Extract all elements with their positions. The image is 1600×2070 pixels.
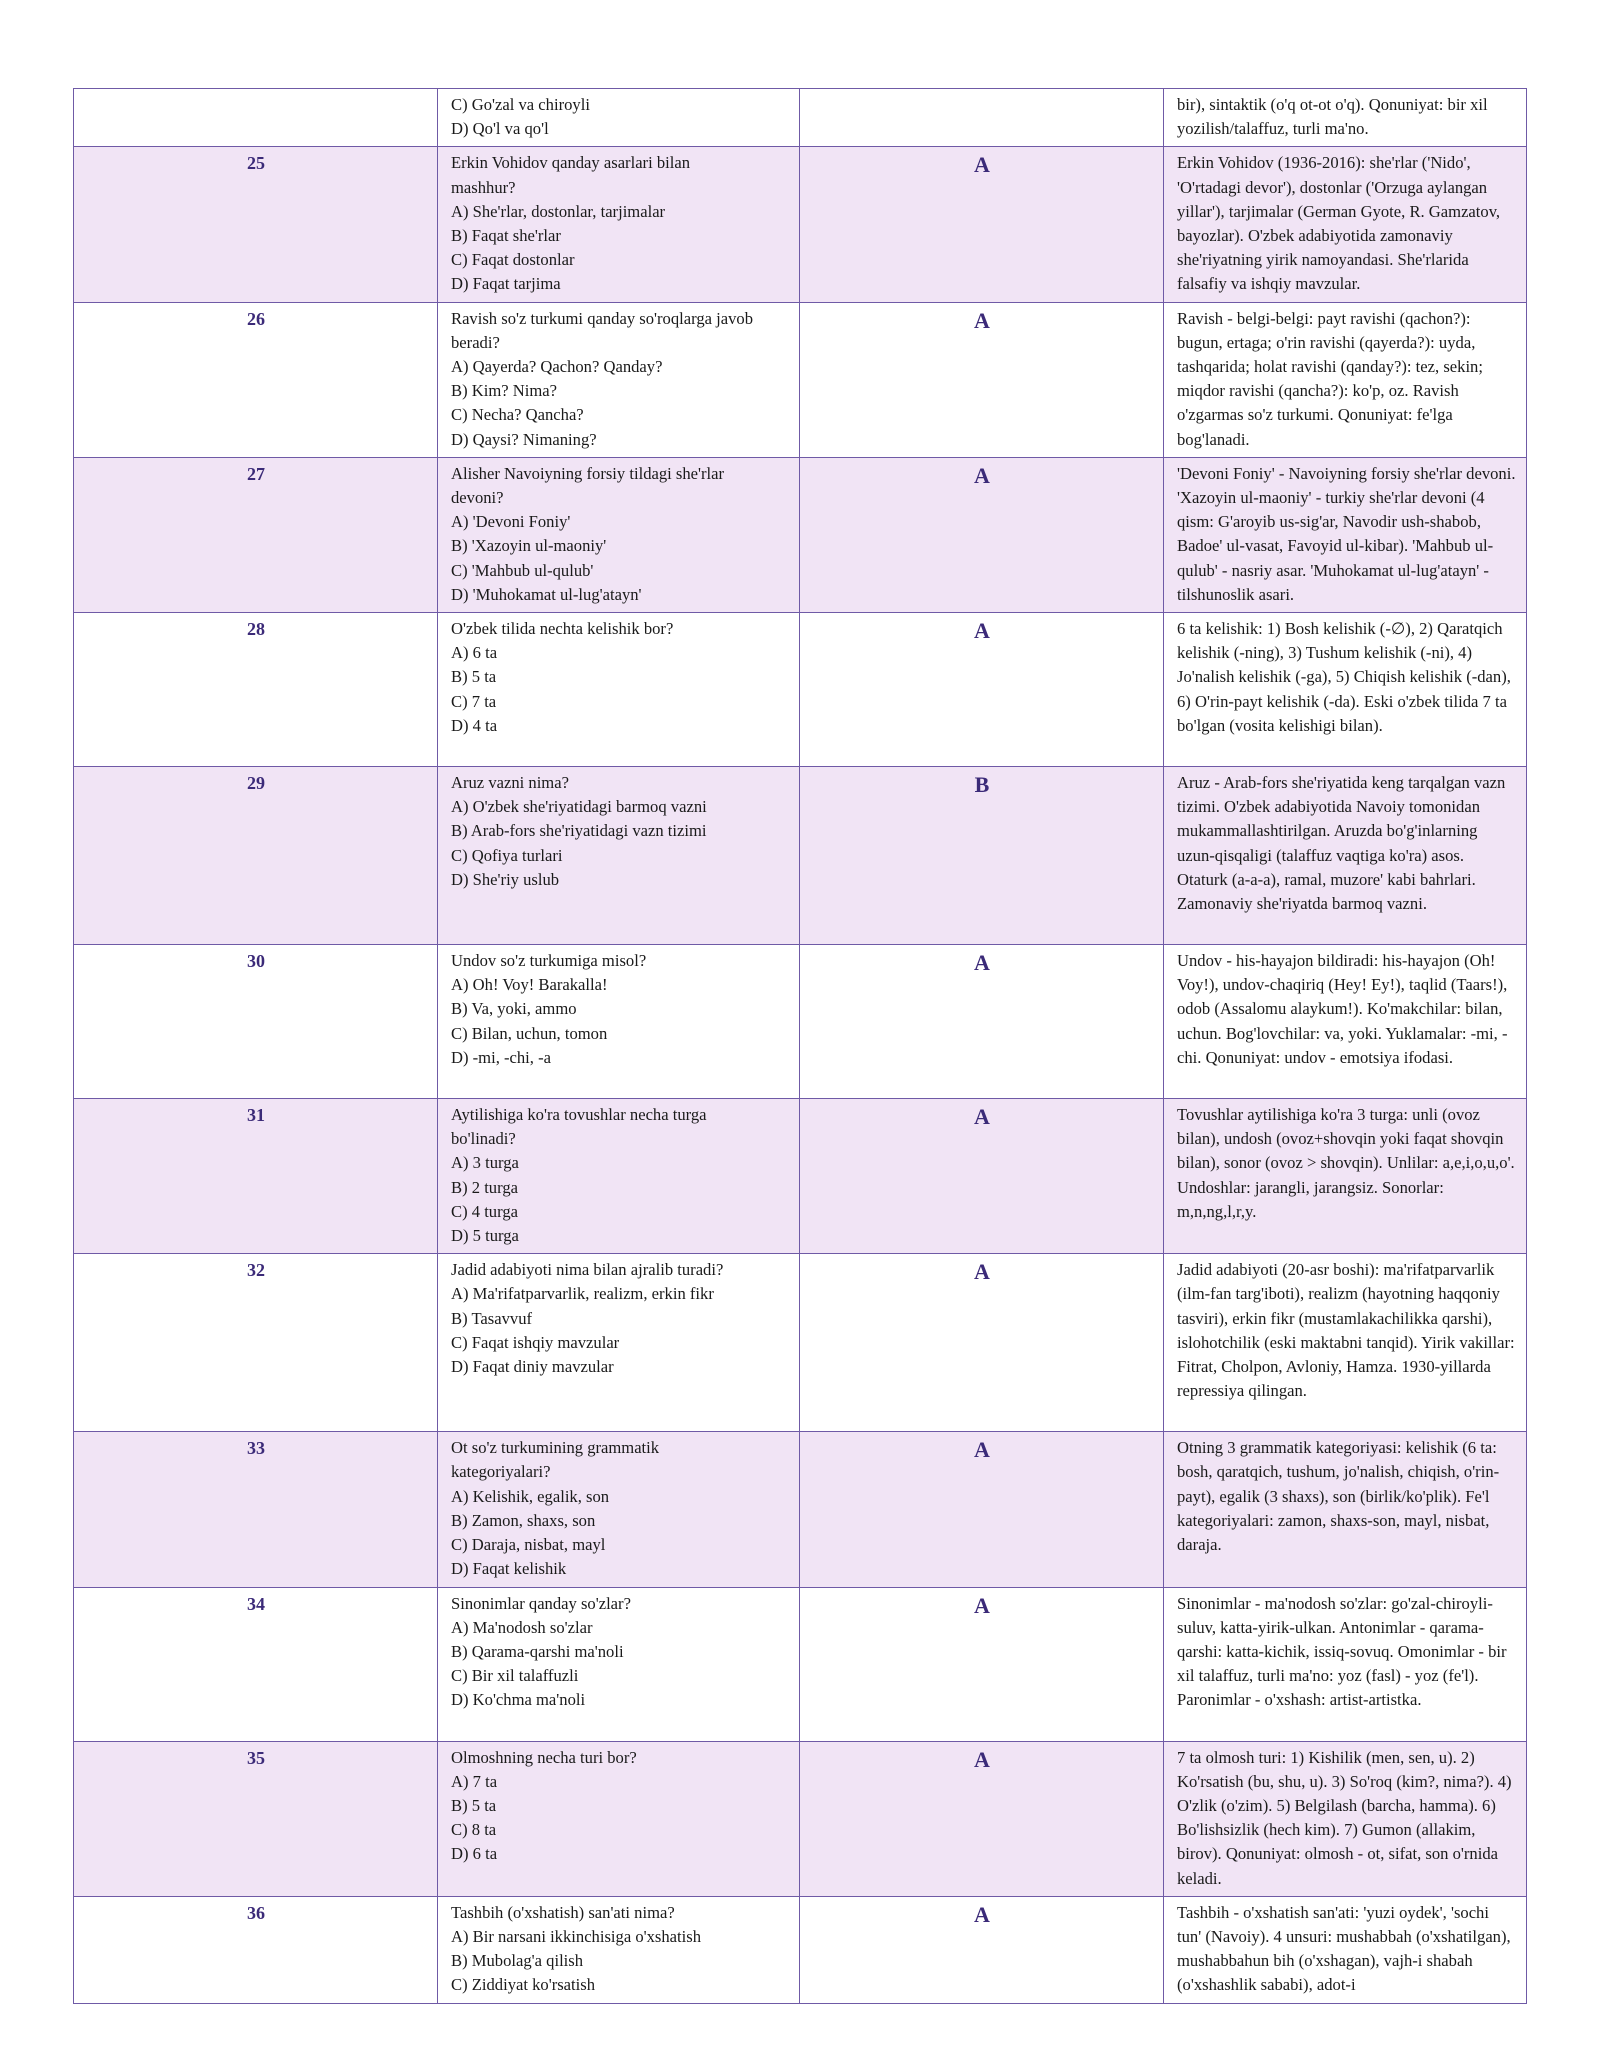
question-line: B) Mubolag'a qilish bbox=[451, 1951, 584, 1971]
table-row bbox=[74, 1587, 1527, 1741]
table-row bbox=[74, 945, 1527, 1099]
question-number: 36 bbox=[74, 1896, 438, 2003]
question-cell bbox=[438, 302, 800, 457]
question-text: Sinonimlar qanday so'zlar? bbox=[451, 1593, 631, 1613]
correct-answer: B bbox=[800, 767, 1164, 945]
question-line: bo'linadi? bbox=[451, 1129, 516, 1149]
explanation-cell: 7 ta olmosh turi: 1) Kishilik (men, sen, u). 2) Ko'rsatish (bu, shu, u). 3) So'roq (kim?, nima?). 4) O'zlik (o'zim). 5) Belgilash (barcha, hamma). 6) Bo'lishsizlik (hech kim). 7) Gumon (allakim, birov). Qonuniyat: olmosh - ot, sifat, son o'rnida keladi. bbox=[1164, 1741, 1527, 1896]
question-cell bbox=[438, 945, 800, 1099]
question-line: D) Faqat tarjima bbox=[451, 274, 561, 294]
question-line: C) Faqat ishqiy mavzular bbox=[451, 1332, 620, 1352]
explanation-cell: Jadid adabiyoti (20-asr boshi): ma'rifatparvarlik (ilm-fan targ'iboti), realizm (hayotning haqqoniy tasviri), erkin fikr (mustamlakachilikka qarshi), islohotchilik (eski maktabni tanqid). Yirik vakillar: Fitrat, Cholpon, Avloniy, Hamza. 1930-yillarda repressiya qilingan. bbox=[1164, 1254, 1527, 1432]
question-number: 28 bbox=[74, 613, 438, 767]
correct-answer: A bbox=[800, 302, 1164, 457]
question-text: Undov so'z turkumiga misol? bbox=[451, 951, 647, 971]
question-line: C) 'Mahbub ul-qulub' bbox=[451, 560, 594, 580]
table-row bbox=[74, 1254, 1527, 1432]
question-line: C) 7 ta bbox=[451, 691, 497, 711]
question-number: 32 bbox=[74, 1254, 438, 1432]
question-line: beradi? bbox=[451, 332, 500, 352]
table-row bbox=[74, 147, 1527, 302]
correct-answer: A bbox=[800, 613, 1164, 767]
question-number: 25 bbox=[74, 147, 438, 302]
question-text: Aytilishiga ko'ra tovushlar necha turga bbox=[451, 1105, 707, 1125]
question-text: Ot so'z turkumining grammatik bbox=[451, 1438, 660, 1458]
question-line: C) 4 turga bbox=[451, 1201, 518, 1221]
table-row bbox=[74, 1099, 1527, 1254]
table-row bbox=[74, 89, 1527, 147]
answer-key-table bbox=[73, 88, 1527, 2004]
table-row bbox=[74, 302, 1527, 457]
explanation-cell: Erkin Vohidov (1936-2016): she'rlar ('Nido', 'O'rtadagi devor'), dostonlar ('Orzuga aylangan yillar'), tarjimalar (German Gyote, R. Gamzatov, bayozlar). O'zbek adabiyotida zamonaviy she'riyatning yirik namoyandasi. She'rlarida falsafiy va ishqiy mavzular. bbox=[1164, 147, 1527, 302]
question-line: D) Faqat kelishik bbox=[451, 1559, 567, 1579]
explanation-cell: Aruz - Arab-fors she'riyatida keng tarqalgan vazn tizimi. O'zbek adabiyotida Navoiy tomonidan mukammallashtirilgan. Aruzda bo'g'inlarning uzun-qisqaligi (talaffuz vaqtiga ko'ra) asos. Otaturk (a-a-a), ramal, muzore' kabi bahrlari. Zamonaviy she'riyatda barmoq vazni. bbox=[1164, 767, 1527, 945]
table-body bbox=[74, 89, 1527, 2004]
question-line: A) Ma'rifatparvarlik, realizm, erkin fikr bbox=[451, 1284, 714, 1304]
question-line: D) Faqat diniy mavzular bbox=[451, 1357, 614, 1377]
question-line: B) Faqat she'rlar bbox=[451, 226, 561, 246]
explanation-cell: Undov - his-hayajon bildiradi: his-hayajon (Oh! Voy!), undov-chaqiriq (Hey! Ey!), taqlid (Taars!), odob (Assalomu alaykum!). Ko'makchilar: bilan, uchun. Bog'lovchilar: va, yoki. Yuklamalar: -mi, -chi. Qonuniyat: undov - emotsiya ifodasi. bbox=[1164, 945, 1527, 1099]
question-number: 33 bbox=[74, 1432, 438, 1587]
question-line: mashhur? bbox=[451, 177, 516, 197]
question-line: A) O'zbek she'riyatidagi barmoq vazni bbox=[451, 797, 707, 817]
question-line: C) Ziddiyat ko'rsatish bbox=[451, 1975, 596, 1995]
correct-answer: A bbox=[800, 1587, 1164, 1741]
explanation-cell: Tashbih - o'xshatish san'ati: 'yuzi oydek', 'sochi tun' (Navoiy). 4 unsuri: mushabbah (o'xshatilgan), mushabbahun bih (o'xshagan), vajh-i shabah (o'xshashlik sababi), adot-i bbox=[1164, 1896, 1527, 2003]
correct-answer: A bbox=[800, 457, 1164, 612]
answer-key-table-container bbox=[73, 88, 1526, 2004]
correct-answer bbox=[800, 89, 1164, 147]
question-cell bbox=[438, 1896, 800, 2003]
explanation-cell: Sinonimlar - ma'nodosh so'zlar: go'zal-chiroyli-suluv, katta-yirik-ulkan. Antonimlar - qarama-qarshi: katta-kichik, issiq-sovuq. Omonimlar - bir xil talaffuz, turli ma'no: yoz (fasl) - yoz (fe'l). Paronimlar - o'xshash: artist-artistka. bbox=[1164, 1587, 1527, 1741]
question-line: D) She'riy uslub bbox=[451, 869, 560, 889]
question-line: A) Kelishik, egalik, son bbox=[451, 1486, 610, 1506]
question-text: Erkin Vohidov qanday asarlari bilan bbox=[451, 153, 691, 173]
question-text: Olmoshning necha turi bor? bbox=[451, 1747, 637, 1767]
table-row bbox=[74, 1896, 1527, 2003]
question-cell bbox=[438, 1741, 800, 1896]
question-line: A) Bir narsani ikkinchisiga o'xshatish bbox=[451, 1926, 702, 1946]
question-line: B) Qarama-qarshi ma'noli bbox=[451, 1641, 624, 1661]
question-cell bbox=[438, 1432, 800, 1587]
question-line: C) 8 ta bbox=[451, 1820, 497, 1840]
question-line: C) Daraja, nisbat, mayl bbox=[451, 1535, 606, 1555]
question-number: 34 bbox=[74, 1587, 438, 1741]
question-line: C) Qofiya turlari bbox=[451, 845, 563, 865]
correct-answer: A bbox=[800, 147, 1164, 302]
question-line: B) 'Xazoyin ul-maoniy' bbox=[451, 536, 607, 556]
question-text: Alisher Navoiyning forsiy tildagi she'rlar bbox=[451, 463, 725, 483]
question-line: A) She'rlar, dostonlar, tarjimalar bbox=[451, 201, 666, 221]
question-line: A) 6 ta bbox=[451, 643, 498, 663]
question-cell bbox=[438, 1099, 800, 1254]
question-number: 26 bbox=[74, 302, 438, 457]
question-line: C) Faqat dostonlar bbox=[451, 250, 575, 270]
explanation-cell: Tovushlar aytilishiga ko'ra 3 turga: unli (ovoz bilan), undosh (ovoz+shovqin yoki faqat shovqin bilan), sonor (ovoz > shovqin). Unlilar: a,e,i,o,u,o'. Undoshlar: jarangli, jarangsiz. Sonorlar: m,n,ng,l,r,y. bbox=[1164, 1099, 1527, 1254]
correct-answer: A bbox=[800, 1896, 1164, 2003]
question-text: Aruz vazni nima? bbox=[451, 773, 569, 793]
question-line: D) 5 turga bbox=[451, 1226, 519, 1246]
table-row bbox=[74, 613, 1527, 767]
question-line: C) Bir xil talaffuzli bbox=[451, 1666, 579, 1686]
question-cell bbox=[438, 1587, 800, 1741]
explanation-cell: Ravish - belgi-belgi: payt ravishi (qachon?): bugun, ertaga; o'rin ravishi (qayerda?): uyda, tashqarida; holat ravishi (qanday?): tez, sekin; miqdor ravishi (qancha?): ko'p, oz. Ravish o'zgarmas so'z turkumi. Qonuniyat: fe'lga bog'lanadi. bbox=[1164, 302, 1527, 457]
question-line: B) Va, yoki, ammo bbox=[451, 999, 577, 1019]
question-line: devoni? bbox=[451, 488, 504, 508]
question-text: O'zbek tilida nechta kelishik bor? bbox=[451, 619, 674, 639]
question-number: 31 bbox=[74, 1099, 438, 1254]
question-line: D) Ko'chma ma'noli bbox=[451, 1690, 586, 1710]
question-line: D) Qaysi? Nimaning? bbox=[451, 429, 597, 449]
question-line: A) Oh! Voy! Barakalla! bbox=[451, 975, 608, 995]
question-line: A) 'Devoni Foniy' bbox=[451, 512, 571, 532]
question-line: D) 'Muhokamat ul-lug'atayn' bbox=[451, 584, 642, 604]
question-line: A) Qayerda? Qachon? Qanday? bbox=[451, 357, 663, 377]
question-line: D) 6 ta bbox=[451, 1844, 498, 1864]
question-number bbox=[74, 89, 438, 147]
question-line: C) Bilan, uchun, tomon bbox=[451, 1023, 608, 1043]
table-row bbox=[74, 767, 1527, 945]
question-text: Ravish so'z turkumi qanday so'roqlarga javob bbox=[451, 308, 754, 328]
question-cell bbox=[438, 457, 800, 612]
question-line: B) 5 ta bbox=[451, 1795, 497, 1815]
question-line: D) -mi, -chi, -a bbox=[451, 1047, 551, 1067]
question-line: B) Tasavvuf bbox=[451, 1308, 533, 1328]
question-cell bbox=[438, 613, 800, 767]
table-row bbox=[74, 457, 1527, 612]
question-number: 30 bbox=[74, 945, 438, 1099]
question-line: B) 5 ta bbox=[451, 667, 497, 687]
explanation-cell: bir), sintaktik (o'q ot-ot o'q). Qonuniyat: bir xil yozilish/talaffuz, turli ma'no. bbox=[1164, 89, 1527, 147]
question-number: 27 bbox=[74, 457, 438, 612]
question-text: C) Go'zal va chiroyli bbox=[451, 95, 590, 114]
question-cell bbox=[438, 89, 800, 147]
correct-answer: A bbox=[800, 1432, 1164, 1587]
question-line: B) Kim? Nima? bbox=[451, 381, 557, 401]
correct-answer: A bbox=[800, 1254, 1164, 1432]
question-line: A) 7 ta bbox=[451, 1771, 498, 1791]
question-number: 29 bbox=[74, 767, 438, 945]
correct-answer: A bbox=[800, 945, 1164, 1099]
correct-answer: A bbox=[800, 1741, 1164, 1896]
question-number: 35 bbox=[74, 1741, 438, 1896]
question-cell bbox=[438, 1254, 800, 1432]
question-line: A) 3 turga bbox=[451, 1153, 519, 1173]
question-line: D) Qo'l va qo'l bbox=[451, 119, 549, 139]
question-line: kategoriyalari? bbox=[451, 1462, 551, 1482]
question-cell bbox=[438, 147, 800, 302]
question-line: D) 4 ta bbox=[451, 715, 498, 735]
explanation-cell: Otning 3 grammatik kategoriyasi: kelishik (6 ta: bosh, qaratqich, tushum, jo'nalish, chiqish, o'rin-payt), egalik (3 shaxs), son (birlik/ko'plik). Fe'l kategoriyalari: zamon, shaxs-son, mayl, nisbat, daraja. bbox=[1164, 1432, 1527, 1587]
question-cell bbox=[438, 767, 800, 945]
question-line: A) Ma'nodosh so'zlar bbox=[451, 1617, 593, 1637]
question-text: Jadid adabiyoti nima bilan ajralib turadi? bbox=[451, 1260, 724, 1280]
question-line: C) Necha? Qancha? bbox=[451, 405, 584, 425]
question-line: B) Zamon, shaxs, son bbox=[451, 1510, 596, 1530]
question-line: B) Arab-fors she'riyatidagi vazn tizimi bbox=[451, 821, 707, 841]
explanation-cell: 6 ta kelishik: 1) Bosh kelishik (-∅), 2) Qaratqich kelishik (-ning), 3) Tushum kelishik (-ni), 4) Jo'nalish kelishik (-ga), 5) Chiqish kelishik (-dan), 6) O'rin-payt kelishik (-da). Eski o'zbek tilida 7 ta bo'lgan (vosita kelishigi bilan). bbox=[1164, 613, 1527, 767]
question-text: Tashbih (o'xshatish) san'ati nima? bbox=[451, 1902, 675, 1922]
table-row bbox=[74, 1432, 1527, 1587]
table-row bbox=[74, 1741, 1527, 1896]
question-line: B) 2 turga bbox=[451, 1177, 518, 1197]
explanation-cell: 'Devoni Foniy' - Navoiyning forsiy she'rlar devoni. 'Xazoyin ul-maoniy' - turkiy she'rlar devoni (4 qism: G'aroyib us-sig'ar, Navodir ush-shabob, Badoe' ul-vasat, Favoyid ul-kibar). 'Mahbub ul-qulub' - nasriy asar. 'Muhokamat ul-lug'atayn' - tilshunoslik asari. bbox=[1164, 457, 1527, 612]
correct-answer: A bbox=[800, 1099, 1164, 1254]
